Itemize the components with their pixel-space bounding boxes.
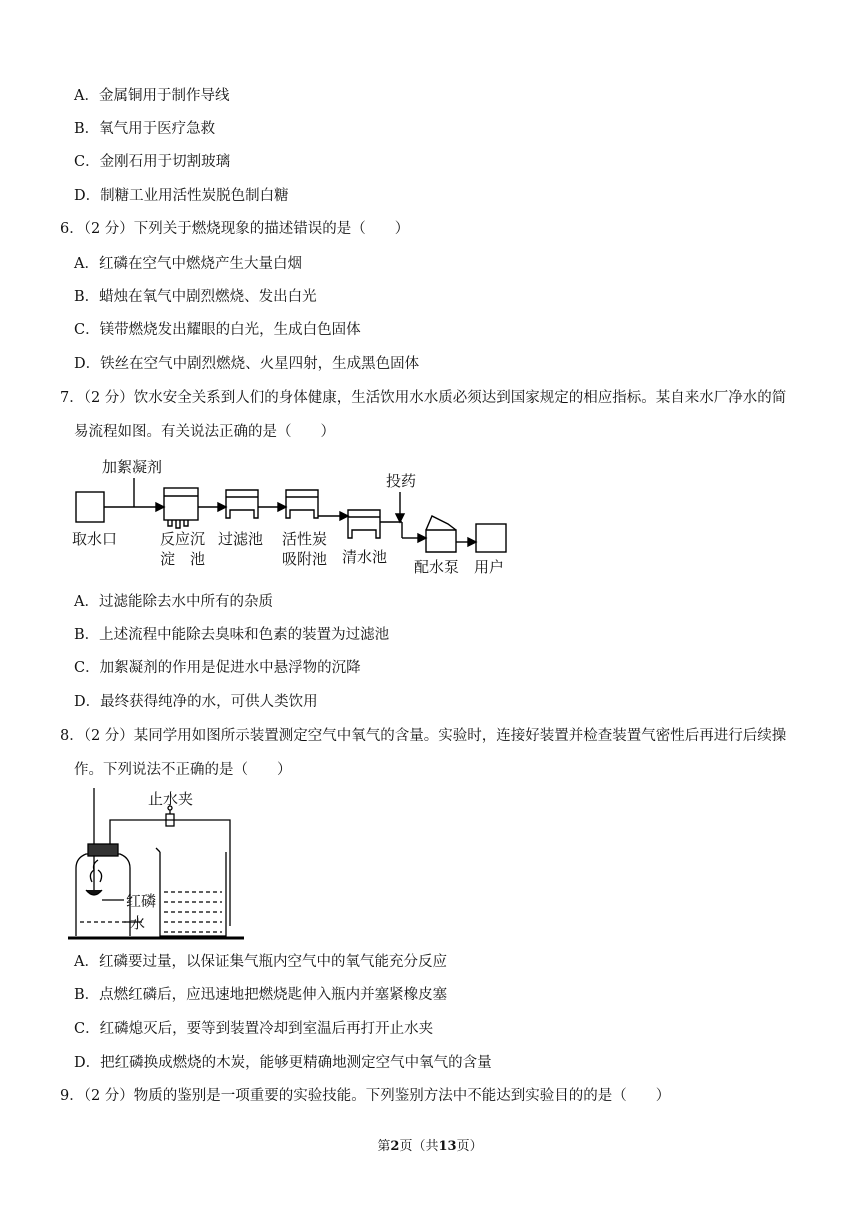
q6-option-c: C．镁带燃烧发出耀眼的白光，生成白色固体 (74, 322, 361, 338)
water-treatment-flow-diagram (60, 452, 530, 582)
oxygen-measurement-apparatus (66, 786, 246, 942)
rubber-stopper (88, 844, 118, 856)
q8-option-c: C．红磷熄灭后，要等到装置冷却到室温后再打开止水夹 (74, 1021, 434, 1037)
intake-box (76, 492, 104, 522)
user-label: 用户 (474, 558, 505, 576)
q5-option-a: A．金属铜用于制作导线 (74, 88, 230, 104)
q7-stem-line1: 7．（2 分）饮水安全关系到人们的身体健康，生活饮用水水质必须达到国家规定的相应指标。某自来水厂净水的简 (60, 390, 787, 406)
reaction-tank (164, 488, 198, 520)
q8-option-a: A．红磷要过量，以保证集气瓶内空气中的氧气能充分反应 (74, 954, 447, 970)
filter-tank (226, 490, 258, 518)
q7-stem-line2: 易流程如图。有关说法正确的是（ ） (74, 424, 335, 440)
clear-tank-label: 清水池 (342, 548, 388, 566)
q9-stem: 9．（2 分）物质的鉴别是一项重要的实验技能。下列鉴别方法中不能达到实验目的的是（ ） (60, 1088, 671, 1104)
q6-option-d: D．铁丝在空气中剧烈燃烧、火星四射，生成黑色固体 (74, 356, 420, 372)
clamp-label: 止水夹 (148, 790, 194, 808)
q5-option-c: C．金刚石用于切割玻璃 (74, 154, 231, 170)
gas-bottle (76, 854, 130, 936)
pump-label: 配水泵 (414, 558, 460, 576)
footer-prefix: 第 (377, 1139, 391, 1154)
carbon-tank-label-1: 活性炭 (282, 530, 328, 548)
beaker (160, 852, 226, 936)
q7-option-c: C．加絮凝剂的作用是促进水中悬浮物的沉降 (74, 660, 361, 676)
q8-stem-line2: 作。下列说法不正确的是（ ） (74, 762, 292, 778)
reaction-tank-label-1: 反应沉 (160, 530, 206, 548)
q7-option-a: A．过滤能除去水中所有的杂质 (74, 594, 273, 610)
q6-option-a: A．红磷在空气中燃烧产生大量白烟 (74, 256, 302, 272)
user-box (476, 524, 506, 552)
carbon-tank-label-2: 吸附池 (282, 550, 328, 568)
q8-option-b: B．点燃红磷后，应迅速地把燃烧匙伸入瓶内并塞紧橡皮塞 (74, 987, 448, 1003)
arrow-1 (156, 503, 164, 511)
clear-tank (348, 510, 380, 538)
q6-option-b: B．蜡烛在氧气中剧烈燃烧、发出白光 (74, 289, 317, 305)
q7-option-b: B．上述流程中能除去臭味和色素的装置为过滤池 (74, 627, 390, 643)
q7-option-d: D．最终获得纯净的水，可供人类饮用 (74, 694, 318, 710)
q5-option-d: D．制糖工业用活性炭脱色制白糖 (74, 188, 289, 204)
water-label: 水 (130, 914, 146, 932)
glass-tube (110, 820, 230, 926)
page-footer (0, 1138, 860, 1156)
carbon-tank (286, 490, 318, 518)
intake-label: 取水口 (72, 530, 118, 548)
reaction-tank-label-2: 淀 池 (160, 550, 206, 568)
footer-middle: 页（共 (399, 1139, 439, 1154)
coagulant-label: 加絮凝剂 (102, 458, 163, 476)
footer-suffix: 页） (456, 1139, 483, 1154)
q5-option-b: B．氧气用于医疗急救 (74, 121, 216, 137)
q8-stem-line1: 8．（2 分）某同学用如图所示装置测定空气中氧气的含量。实验时，连接好装置并检查装置气密性后再进行后续操 (60, 728, 787, 744)
footer-total-pages: 13 (438, 1139, 457, 1154)
phosphorus-label: 红磷 (126, 892, 157, 910)
footer-page-number: 2 (390, 1139, 400, 1154)
q6-stem: 6．（2 分）下列关于燃烧现象的描述错误的是（ ） (60, 221, 410, 237)
filter-tank-label: 过滤池 (218, 530, 264, 548)
q8-option-d: D．把红磷换成燃烧的木炭，能够更精确地测定空气中氧气的含量 (74, 1055, 492, 1071)
pump-icon (426, 516, 456, 552)
dosing-arrow (396, 514, 404, 522)
dosing-label: 投药 (386, 472, 417, 490)
